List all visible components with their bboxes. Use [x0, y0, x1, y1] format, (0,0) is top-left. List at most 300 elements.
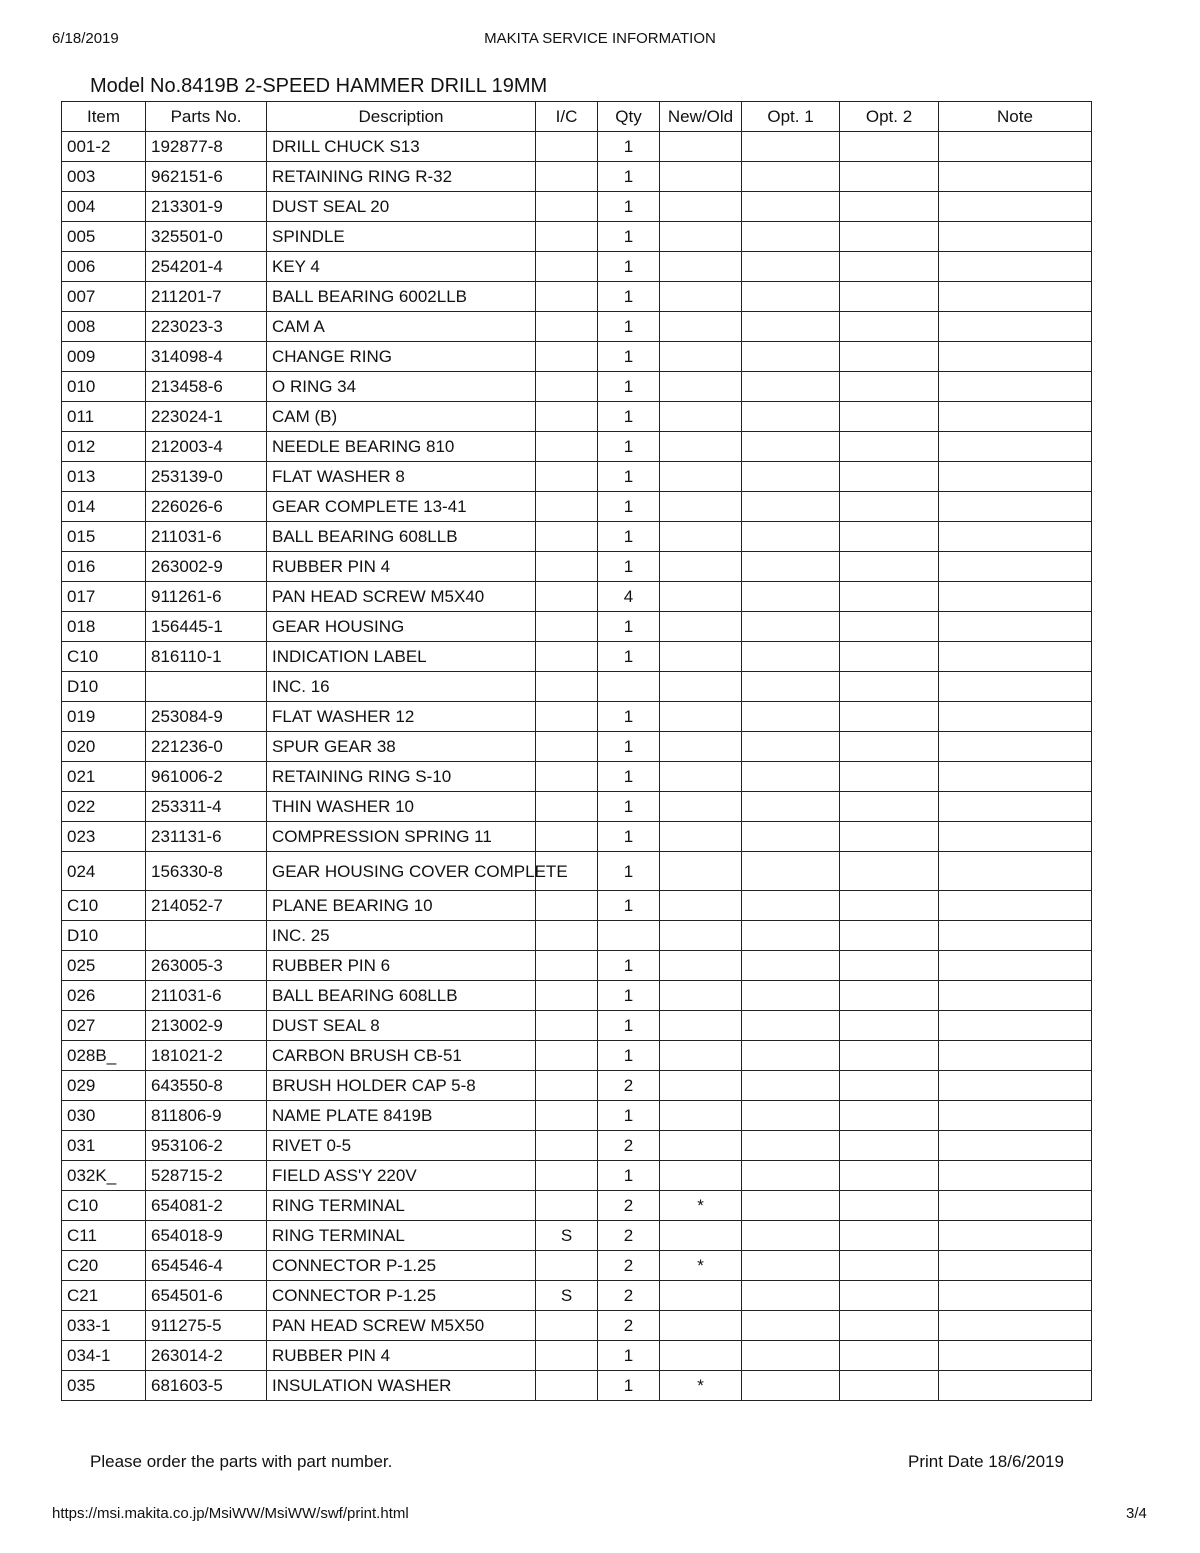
cell-note [939, 342, 1092, 372]
cell-description: INDICATION LABEL [267, 642, 536, 672]
cell-new-old: * [660, 1191, 742, 1221]
cell-note [939, 1131, 1092, 1161]
cell-item: 011 [62, 402, 146, 432]
cell-item: 024 [62, 852, 146, 891]
cell-item: 015 [62, 522, 146, 552]
cell-ic [536, 702, 598, 732]
cell-new-old [660, 612, 742, 642]
cell-description: RETAINING RING S-10 [267, 762, 536, 792]
cell-opt1 [742, 612, 840, 642]
cell-note [939, 672, 1092, 702]
cell-parts-no: 528715-2 [146, 1161, 267, 1191]
table-row [62, 222, 1092, 252]
cell-new-old [660, 132, 742, 162]
cell-item: 032K_ [62, 1161, 146, 1191]
table-row [62, 852, 1092, 891]
cell-opt2 [840, 1311, 939, 1341]
cell-parts-no: 211201-7 [146, 282, 267, 312]
cell-ic [536, 522, 598, 552]
cell-opt1 [742, 822, 840, 852]
cell-opt1 [742, 1071, 840, 1101]
cell-parts-no: 654081-2 [146, 1191, 267, 1221]
cell-opt2 [840, 582, 939, 612]
cell-opt1 [742, 1371, 840, 1401]
cell-opt2 [840, 1191, 939, 1221]
table-row [62, 312, 1092, 342]
cell-qty: 1 [598, 1371, 660, 1401]
cell-ic [536, 822, 598, 852]
cell-new-old [660, 792, 742, 822]
cell-parts-no: 211031-6 [146, 522, 267, 552]
cell-opt1 [742, 1191, 840, 1221]
cell-qty: 1 [598, 951, 660, 981]
cell-qty: 1 [598, 702, 660, 732]
table-row [62, 402, 1092, 432]
table-row [62, 462, 1092, 492]
cell-description: SPINDLE [267, 222, 536, 252]
cell-qty: 1 [598, 342, 660, 372]
cell-item: 026 [62, 981, 146, 1011]
cell-new-old [660, 702, 742, 732]
column-header-parts-no: Parts No. [146, 102, 267, 132]
cell-parts-no: 263005-3 [146, 951, 267, 981]
table-row [62, 132, 1092, 162]
cell-description: BALL BEARING 6002LLB [267, 282, 536, 312]
cell-item: D10 [62, 672, 146, 702]
cell-item: 005 [62, 222, 146, 252]
cell-new-old [660, 762, 742, 792]
cell-qty: 2 [598, 1191, 660, 1221]
cell-item: 007 [62, 282, 146, 312]
cell-parts-no: 211031-6 [146, 981, 267, 1011]
cell-description: FLAT WASHER 12 [267, 702, 536, 732]
cell-ic [536, 162, 598, 192]
cell-note [939, 762, 1092, 792]
cell-qty: 2 [598, 1071, 660, 1101]
cell-description: PAN HEAD SCREW M5X50 [267, 1311, 536, 1341]
cell-note [939, 891, 1092, 921]
cell-note [939, 312, 1092, 342]
cell-note [939, 552, 1092, 582]
cell-item: C10 [62, 642, 146, 672]
cell-opt2 [840, 372, 939, 402]
cell-description: INC. 16 [267, 672, 536, 702]
cell-qty: 4 [598, 582, 660, 612]
cell-opt1 [742, 1131, 840, 1161]
cell-new-old: * [660, 1251, 742, 1281]
cell-description: GEAR COMPLETE 13-41 [267, 492, 536, 522]
cell-parts-no: 314098-4 [146, 342, 267, 372]
parts-table [61, 101, 1092, 1401]
page-url: https://msi.makita.co.jp/MsiWW/MsiWW/swf/print.html [52, 1505, 409, 1522]
cell-opt1 [742, 981, 840, 1011]
cell-opt2 [840, 981, 939, 1011]
cell-opt2 [840, 492, 939, 522]
cell-opt1 [742, 1011, 840, 1041]
cell-note [939, 1101, 1092, 1131]
cell-description: CHANGE RING [267, 342, 536, 372]
cell-parts-no: 221236-0 [146, 732, 267, 762]
cell-note [939, 222, 1092, 252]
cell-description: FLAT WASHER 8 [267, 462, 536, 492]
cell-opt1 [742, 1251, 840, 1281]
cell-qty: 1 [598, 312, 660, 342]
cell-parts-no: 681603-5 [146, 1371, 267, 1401]
table-row [62, 702, 1092, 732]
cell-qty: 1 [598, 981, 660, 1011]
cell-description: RUBBER PIN 6 [267, 951, 536, 981]
cell-description: INSULATION WASHER [267, 1371, 536, 1401]
table-row [62, 921, 1092, 951]
cell-ic [536, 192, 598, 222]
cell-opt2 [840, 462, 939, 492]
column-header-note: Note [939, 102, 1092, 132]
cell-new-old [660, 252, 742, 282]
order-note: Please order the parts with part number. [90, 1452, 393, 1471]
cell-new-old [660, 732, 742, 762]
cell-opt1 [742, 732, 840, 762]
cell-qty: 1 [598, 822, 660, 852]
cell-opt1 [742, 552, 840, 582]
cell-opt1 [742, 792, 840, 822]
cell-item: 029 [62, 1071, 146, 1101]
cell-description: RUBBER PIN 4 [267, 1341, 536, 1371]
cell-opt1 [742, 1221, 840, 1251]
cell-ic [536, 921, 598, 951]
table-row [62, 1101, 1092, 1131]
cell-new-old [660, 1071, 742, 1101]
cell-opt1 [742, 342, 840, 372]
cell-new-old [660, 522, 742, 552]
cell-qty: 2 [598, 1311, 660, 1341]
cell-note [939, 492, 1092, 522]
cell-qty: 2 [598, 1251, 660, 1281]
cell-description: PAN HEAD SCREW M5X40 [267, 582, 536, 612]
cell-ic [536, 762, 598, 792]
cell-opt2 [840, 252, 939, 282]
cell-qty: 1 [598, 1041, 660, 1071]
cell-opt2 [840, 522, 939, 552]
cell-new-old [660, 282, 742, 312]
table-row [62, 981, 1092, 1011]
cell-opt1 [742, 252, 840, 282]
cell-ic [536, 642, 598, 672]
cell-item: D10 [62, 921, 146, 951]
cell-item: 009 [62, 342, 146, 372]
cell-qty: 1 [598, 522, 660, 552]
cell-description: O RING 34 [267, 372, 536, 402]
cell-description: NEEDLE BEARING 810 [267, 432, 536, 462]
column-header-opt1: Opt. 1 [742, 102, 840, 132]
cell-new-old [660, 222, 742, 252]
cell-qty: 1 [598, 162, 660, 192]
cell-new-old [660, 582, 742, 612]
cell-item: 016 [62, 552, 146, 582]
column-header-opt2: Opt. 2 [840, 102, 939, 132]
cell-ic [536, 1131, 598, 1161]
cell-qty: 1 [598, 372, 660, 402]
cell-note [939, 1071, 1092, 1101]
cell-opt2 [840, 852, 939, 891]
cell-ic [536, 1341, 598, 1371]
table-row [62, 432, 1092, 462]
cell-qty: 1 [598, 252, 660, 282]
cell-opt1 [742, 522, 840, 552]
cell-item: 008 [62, 312, 146, 342]
cell-note [939, 1371, 1092, 1401]
cell-note [939, 462, 1092, 492]
cell-opt2 [840, 1161, 939, 1191]
cell-note [939, 1251, 1092, 1281]
cell-parts-no: 156330-8 [146, 852, 267, 891]
cell-note [939, 792, 1092, 822]
cell-note [939, 921, 1092, 951]
cell-opt1 [742, 672, 840, 702]
cell-item: 021 [62, 762, 146, 792]
cell-parts-no: 213002-9 [146, 1011, 267, 1041]
cell-opt1 [742, 462, 840, 492]
cell-opt1 [742, 282, 840, 312]
cell-opt2 [840, 762, 939, 792]
column-header-qty: Qty [598, 102, 660, 132]
cell-ic [536, 672, 598, 702]
cell-new-old [660, 342, 742, 372]
cell-ic [536, 792, 598, 822]
cell-description: DUST SEAL 8 [267, 1011, 536, 1041]
cell-note [939, 642, 1092, 672]
cell-note [939, 1221, 1092, 1251]
cell-opt1 [742, 1281, 840, 1311]
cell-ic [536, 612, 598, 642]
cell-opt2 [840, 132, 939, 162]
table-row [62, 891, 1092, 921]
cell-parts-no: 212003-4 [146, 432, 267, 462]
cell-parts-no: 953106-2 [146, 1131, 267, 1161]
cell-qty: 2 [598, 1281, 660, 1311]
cell-description: RIVET 0-5 [267, 1131, 536, 1161]
cell-note [939, 951, 1092, 981]
cell-parts-no: 643550-8 [146, 1071, 267, 1101]
cell-item: C11 [62, 1221, 146, 1251]
cell-opt1 [742, 192, 840, 222]
table-row [62, 582, 1092, 612]
cell-description: INC. 25 [267, 921, 536, 951]
table-row [62, 732, 1092, 762]
table-row [62, 642, 1092, 672]
cell-parts-no [146, 672, 267, 702]
cell-item: 010 [62, 372, 146, 402]
cell-parts-no: 654018-9 [146, 1221, 267, 1251]
cell-ic [536, 582, 598, 612]
table-row [62, 192, 1092, 222]
cell-description: RETAINING RING R-32 [267, 162, 536, 192]
cell-note [939, 522, 1092, 552]
cell-qty: 2 [598, 1131, 660, 1161]
table-row [62, 492, 1092, 522]
cell-opt2 [840, 702, 939, 732]
cell-qty: 1 [598, 1341, 660, 1371]
table-row [62, 162, 1092, 192]
cell-description: DRILL CHUCK S13 [267, 132, 536, 162]
cell-note [939, 282, 1092, 312]
cell-new-old [660, 822, 742, 852]
cell-parts-no: 253084-9 [146, 702, 267, 732]
cell-new-old [660, 672, 742, 702]
table-row [62, 1011, 1092, 1041]
cell-note [939, 1341, 1092, 1371]
cell-item: 014 [62, 492, 146, 522]
cell-qty: 1 [598, 462, 660, 492]
cell-ic [536, 1251, 598, 1281]
cell-ic [536, 891, 598, 921]
cell-parts-no: 911275-5 [146, 1311, 267, 1341]
table-row [62, 1251, 1092, 1281]
cell-ic [536, 1041, 598, 1071]
cell-parts-no: 181021-2 [146, 1041, 267, 1071]
cell-ic [536, 1371, 598, 1401]
cell-opt2 [840, 732, 939, 762]
cell-parts-no: 654501-6 [146, 1281, 267, 1311]
cell-new-old [660, 1341, 742, 1371]
table-row [62, 1041, 1092, 1071]
cell-opt2 [840, 642, 939, 672]
cell-note [939, 1281, 1092, 1311]
cell-qty: 1 [598, 282, 660, 312]
cell-item: 028B_ [62, 1041, 146, 1071]
cell-parts-no: 156445-1 [146, 612, 267, 642]
cell-opt2 [840, 312, 939, 342]
cell-item: 030 [62, 1101, 146, 1131]
cell-item: 017 [62, 582, 146, 612]
table-header-row [62, 102, 1092, 132]
cell-qty: 1 [598, 852, 660, 891]
cell-opt2 [840, 1041, 939, 1071]
cell-ic: S [536, 1281, 598, 1311]
model-title: Model No.8419B 2-SPEED HAMMER DRILL 19MM [90, 75, 548, 97]
cell-ic [536, 312, 598, 342]
cell-note [939, 852, 1092, 891]
cell-ic [536, 432, 598, 462]
cell-note [939, 432, 1092, 462]
cell-item: 023 [62, 822, 146, 852]
table-row [62, 762, 1092, 792]
cell-new-old [660, 552, 742, 582]
cell-opt2 [840, 192, 939, 222]
cell-note [939, 981, 1092, 1011]
table-row [62, 552, 1092, 582]
cell-item: 020 [62, 732, 146, 762]
table-row [62, 1161, 1092, 1191]
cell-ic [536, 981, 598, 1011]
cell-new-old [660, 312, 742, 342]
cell-parts-no: 213458-6 [146, 372, 267, 402]
cell-item: 025 [62, 951, 146, 981]
column-header-description: Description [267, 102, 536, 132]
cell-note [939, 1161, 1092, 1191]
cell-opt2 [840, 1371, 939, 1401]
cell-opt2 [840, 1011, 939, 1041]
cell-opt1 [742, 1101, 840, 1131]
cell-ic [536, 732, 598, 762]
cell-qty: 1 [598, 222, 660, 252]
cell-opt1 [742, 891, 840, 921]
cell-new-old [660, 192, 742, 222]
cell-description: GEAR HOUSING [267, 612, 536, 642]
cell-opt2 [840, 282, 939, 312]
cell-item: 019 [62, 702, 146, 732]
cell-parts-no: 263002-9 [146, 552, 267, 582]
cell-opt1 [742, 372, 840, 402]
cell-qty [598, 921, 660, 951]
cell-new-old [660, 1011, 742, 1041]
cell-new-old [660, 1101, 742, 1131]
cell-opt1 [742, 222, 840, 252]
cell-parts-no: 263014-2 [146, 1341, 267, 1371]
cell-opt2 [840, 1131, 939, 1161]
table-row [62, 252, 1092, 282]
cell-item: C21 [62, 1281, 146, 1311]
cell-parts-no: 811806-9 [146, 1101, 267, 1131]
cell-opt1 [742, 492, 840, 522]
cell-qty: 1 [598, 132, 660, 162]
cell-qty: 1 [598, 891, 660, 921]
cell-ic [536, 462, 598, 492]
table-row [62, 1311, 1092, 1341]
cell-parts-no: 214052-7 [146, 891, 267, 921]
page-number: 3/4 [1126, 1505, 1147, 1522]
cell-new-old [660, 891, 742, 921]
cell-ic [536, 492, 598, 522]
cell-item: 013 [62, 462, 146, 492]
cell-opt2 [840, 222, 939, 252]
cell-opt2 [840, 162, 939, 192]
cell-qty: 1 [598, 642, 660, 672]
cell-qty: 1 [598, 732, 660, 762]
cell-opt2 [840, 1101, 939, 1131]
cell-description: FIELD ASS'Y 220V [267, 1161, 536, 1191]
cell-opt2 [840, 822, 939, 852]
cell-opt1 [742, 642, 840, 672]
cell-opt2 [840, 1341, 939, 1371]
cell-opt2 [840, 1281, 939, 1311]
table-row [62, 1281, 1092, 1311]
cell-description: RUBBER PIN 4 [267, 552, 536, 582]
table-row [62, 792, 1092, 822]
table-row [62, 522, 1092, 552]
cell-qty: 1 [598, 402, 660, 432]
cell-opt1 [742, 951, 840, 981]
cell-item: 033-1 [62, 1311, 146, 1341]
cell-qty: 1 [598, 432, 660, 462]
table-row [62, 1341, 1092, 1371]
cell-note [939, 372, 1092, 402]
header-date: 6/18/2019 [52, 30, 119, 47]
cell-opt1 [742, 402, 840, 432]
cell-description: BALL BEARING 608LLB [267, 981, 536, 1011]
cell-item: 031 [62, 1131, 146, 1161]
cell-qty: 1 [598, 1011, 660, 1041]
cell-new-old [660, 372, 742, 402]
cell-ic [536, 1161, 598, 1191]
cell-item: C10 [62, 891, 146, 921]
cell-qty: 2 [598, 1221, 660, 1251]
cell-note [939, 732, 1092, 762]
column-header-ic: I/C [536, 102, 598, 132]
cell-description: DUST SEAL 20 [267, 192, 536, 222]
cell-description: CAM (B) [267, 402, 536, 432]
cell-opt2 [840, 432, 939, 462]
cell-parts-no: 192877-8 [146, 132, 267, 162]
